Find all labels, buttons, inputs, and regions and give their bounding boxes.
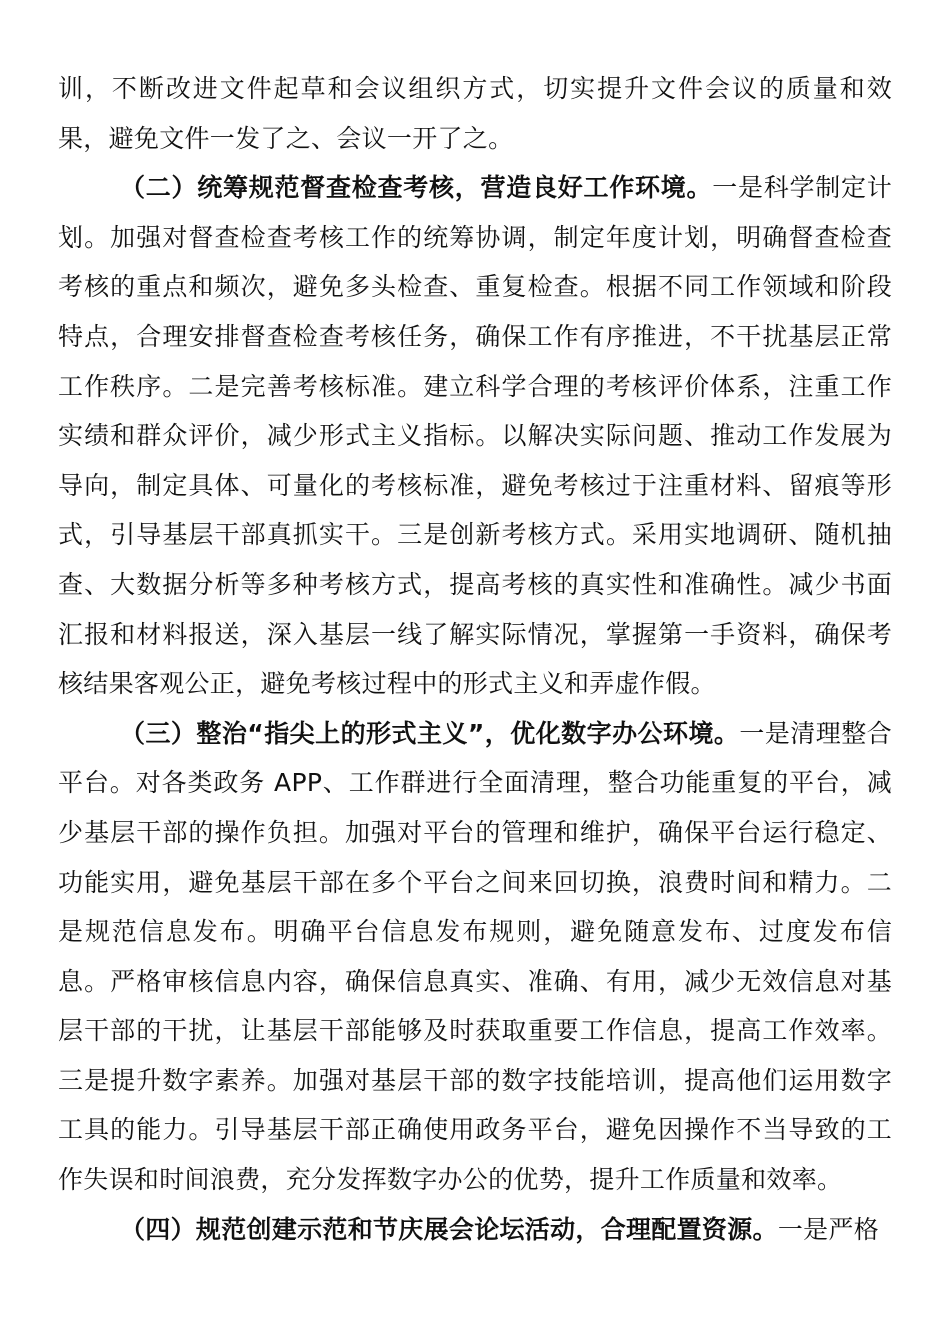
section-heading: （三）整治“指尖上的形式主义”，优化数字办公环境。: [120, 718, 740, 748]
paragraph-section-2: [58, 163, 892, 709]
document-body: [58, 64, 892, 1254]
section-heading: （四）规范创建示范和节庆展会论坛活动，合理配置资源。: [120, 1214, 778, 1244]
paragraph-body: 训，不断改进文件起草和会议组织方式，切实提升文件会议的质量和效果，避免文件一发了之、会议一开了之。: [58, 74, 892, 153]
paragraph-body: 一是清理整合平台。对各类政务 APP、工作群进行全面清理，整合功能重复的平台，减少基层干部的操作负担。加强对平台的管理和维护，确保平台运行稳定、功能实用，避免基层干部在多个平台之间来回切换，浪费时间和精力。二是规范信息发布。明确平台信息发布规则，避免随意发布、过度发布信息。严格审核信息内容，确保信息真实、准确、有用，减少无效信息对基层干部的干扰，让基层干部能够及时获取重要工作信息，提高工作效率。三是提升数字素养。加强对基层干部的数字技能培训，提高他们运用数字工具的能力。引导基层干部正确使用政务平台，避免因操作不当导致的工作失误和时间浪费，充分发挥数字办公的优势，提升工作质量和效率。: [58, 718, 892, 1195]
paragraph-body: 一是严格: [777, 1214, 880, 1244]
paragraph-continuation: [58, 64, 892, 163]
section-heading: （二）统筹规范督查检查考核，营造良好工作环境。: [120, 173, 713, 203]
paragraph-section-4: [58, 1205, 892, 1255]
paragraph-section-3: [58, 709, 892, 1205]
paragraph-body: 一是科学制定计划。加强对督查检查考核工作的统筹协调，制定年度计划，明确督查检查考核的重点和频次，避免多头检查、重复检查。根据不同工作领域和阶段特点，合理安排督查检查考核任务，确保工作有序推进，不干扰基层正常工作秩序。二是完善考核标准。建立科学合理的考核评价体系，注重工作实绩和群众评价，减少形式主义指标。以解决实际问题、推动工作发展为导向，制定具体、可量化的考核标准，避免考核过于注重材料、留痕等形式，引导基层干部真抓实干。三是创新考核方式。采用实地调研、随机抽查、大数据分析等多种考核方式，提高考核的真实性和准确性。减少书面汇报和材料报送，深入基层一线了解实际情况，掌握第一手资料，确保考核结果客观公正，避免考核过程中的形式主义和弄虚作假。: [58, 173, 892, 699]
